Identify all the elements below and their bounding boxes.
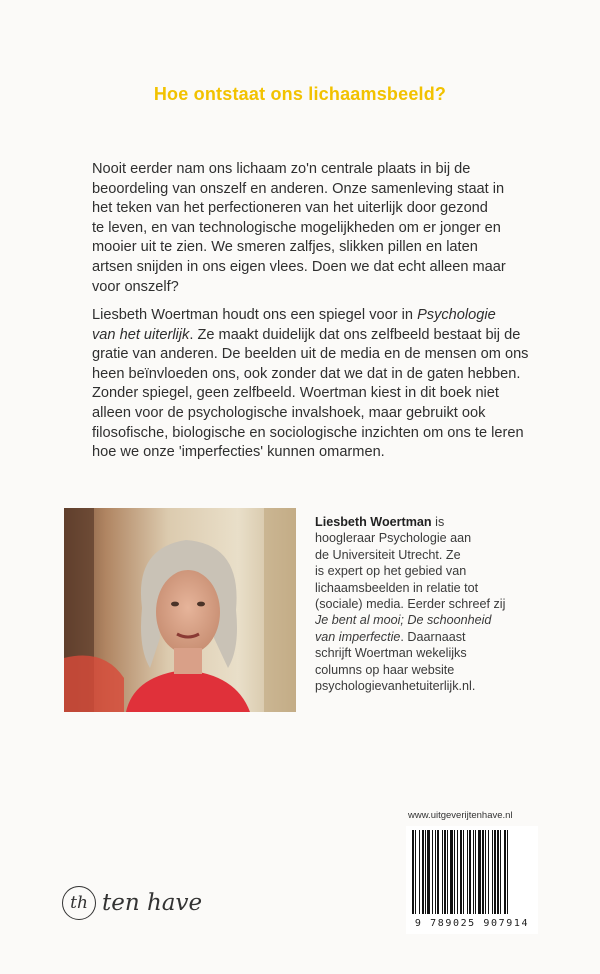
barcode-bar — [444, 830, 446, 914]
text-line: artsen snijden in ons eigen vlees. Doen we dat echt alleen maar — [92, 258, 506, 275]
barcode-bar — [412, 830, 414, 914]
publisher-monogram-icon: th — [62, 886, 96, 920]
text-line: hoogleraar Psychologie aan — [315, 531, 472, 546]
text-line — [92, 306, 532, 326]
barcode-bar — [492, 830, 493, 914]
book-title-italic: Je bent al mooi; De schoonheid — [315, 613, 492, 628]
text-line — [92, 326, 532, 346]
barcode-bar — [450, 830, 453, 914]
barcode-bar — [478, 830, 481, 914]
text-span: . Ze maakt duidelijk dat ons zelfbeeld bestaat bij de — [189, 326, 521, 343]
isbn-number: 9 789025 907914 — [414, 918, 530, 929]
text-line: psychologievanhetuiterlijk.nl. — [315, 679, 476, 694]
text-line: gratie van anderen. De beelden uit de media en de mensen om ons — [92, 346, 529, 363]
barcode-bar — [460, 830, 462, 914]
text-line: heen beïnvloeden ons, ook zonder dat we dat in de gaten hebben. — [92, 365, 521, 382]
text-span: . Daarnaast — [400, 629, 466, 644]
barcode-bar — [427, 830, 430, 914]
barcode-bars — [406, 826, 538, 916]
text-line — [315, 514, 555, 530]
text-line: voor onszelf? — [92, 278, 179, 295]
barcode-bar — [488, 830, 489, 914]
description-paragraph — [92, 306, 532, 463]
publisher-name: ten have — [102, 890, 203, 916]
text-line: alleen voor de psychologische invalshoek, maar gebruikt ook — [92, 404, 486, 421]
barcode-bar — [507, 830, 508, 914]
text-span: is — [431, 515, 445, 529]
barcode-bar — [425, 830, 426, 914]
barcode-bar — [454, 830, 455, 914]
publisher-logo — [62, 884, 202, 922]
text-line: filosofische, biologische en sociologische inzichten om ons te leren — [92, 424, 524, 441]
author-bio — [315, 514, 555, 694]
barcode-bar — [467, 830, 468, 914]
author-portrait-image — [64, 508, 296, 712]
barcode-bar — [435, 830, 436, 914]
text-line: mooier uit te zien. We smeren zalfjes, slikken pillen en laten — [92, 239, 478, 256]
text-line: te leven, en van technologische mogelijkheden om er jonger en — [92, 219, 501, 236]
book-title-italic: van imperfectie — [315, 629, 401, 644]
book-title-italic: Psychologie — [417, 307, 496, 323]
text-line: de Universiteit Utrecht. Ze — [315, 547, 461, 562]
text-line: (sociale) media. Eerder schreef zij — [315, 597, 506, 612]
author-name: Liesbeth Woertman — [315, 515, 432, 529]
barcode-bar — [463, 830, 464, 914]
text-span: Liesbeth Woertman houdt ons een spiegel voor in — [92, 307, 418, 323]
text-line: beoordeling van onszelf en anderen. Onze samenleving staat in — [92, 180, 505, 197]
barcode-bar — [422, 830, 424, 914]
author-photo — [64, 508, 296, 712]
text-line: hoe we onze 'imperfecties' kunnen omarmen. — [92, 444, 385, 461]
barcode-bar — [442, 830, 443, 914]
barcode-bar — [500, 830, 501, 914]
publisher-website: www.uitgeverijtenhave.nl — [408, 810, 513, 821]
barcode-bar — [447, 830, 448, 914]
barcode-bar — [432, 830, 433, 914]
text-line: lichaamsbeelden in relatie tot — [315, 580, 479, 595]
intro-paragraph — [92, 160, 532, 297]
text-line — [315, 629, 555, 645]
barcode-bar — [482, 830, 484, 914]
text-line: columns op haar website — [315, 662, 455, 677]
barcode-bar — [497, 830, 499, 914]
text-line: Zonder spiegel, geen zelfbeeld. Woertman kiest in dit boek niet — [92, 385, 499, 402]
text-line: schrijft Woertman wekelijks — [315, 646, 467, 661]
barcode-bar — [504, 830, 506, 914]
barcode-bar — [437, 830, 439, 914]
text-line: is expert op het gebied van — [315, 564, 467, 579]
barcode-bar — [485, 830, 486, 914]
text-line — [315, 612, 555, 628]
barcode-bar — [457, 830, 458, 914]
text-line: Nooit eerder nam ons lichaam zo'n centrale plaats in bij de — [92, 161, 471, 177]
barcode-bar — [475, 830, 476, 914]
barcode-bar — [419, 830, 420, 914]
cover-heading: Hoe ontstaat ons lichaamsbeeld? — [153, 84, 447, 104]
text-line: het teken van het perfectioneren van het uiterlijk door gezond — [92, 200, 488, 217]
barcode-bar — [469, 830, 471, 914]
barcode-bar — [415, 830, 416, 914]
barcode-bar — [473, 830, 474, 914]
barcode-bar — [494, 830, 496, 914]
book-title-italic: van het uiterlijk — [92, 326, 190, 343]
